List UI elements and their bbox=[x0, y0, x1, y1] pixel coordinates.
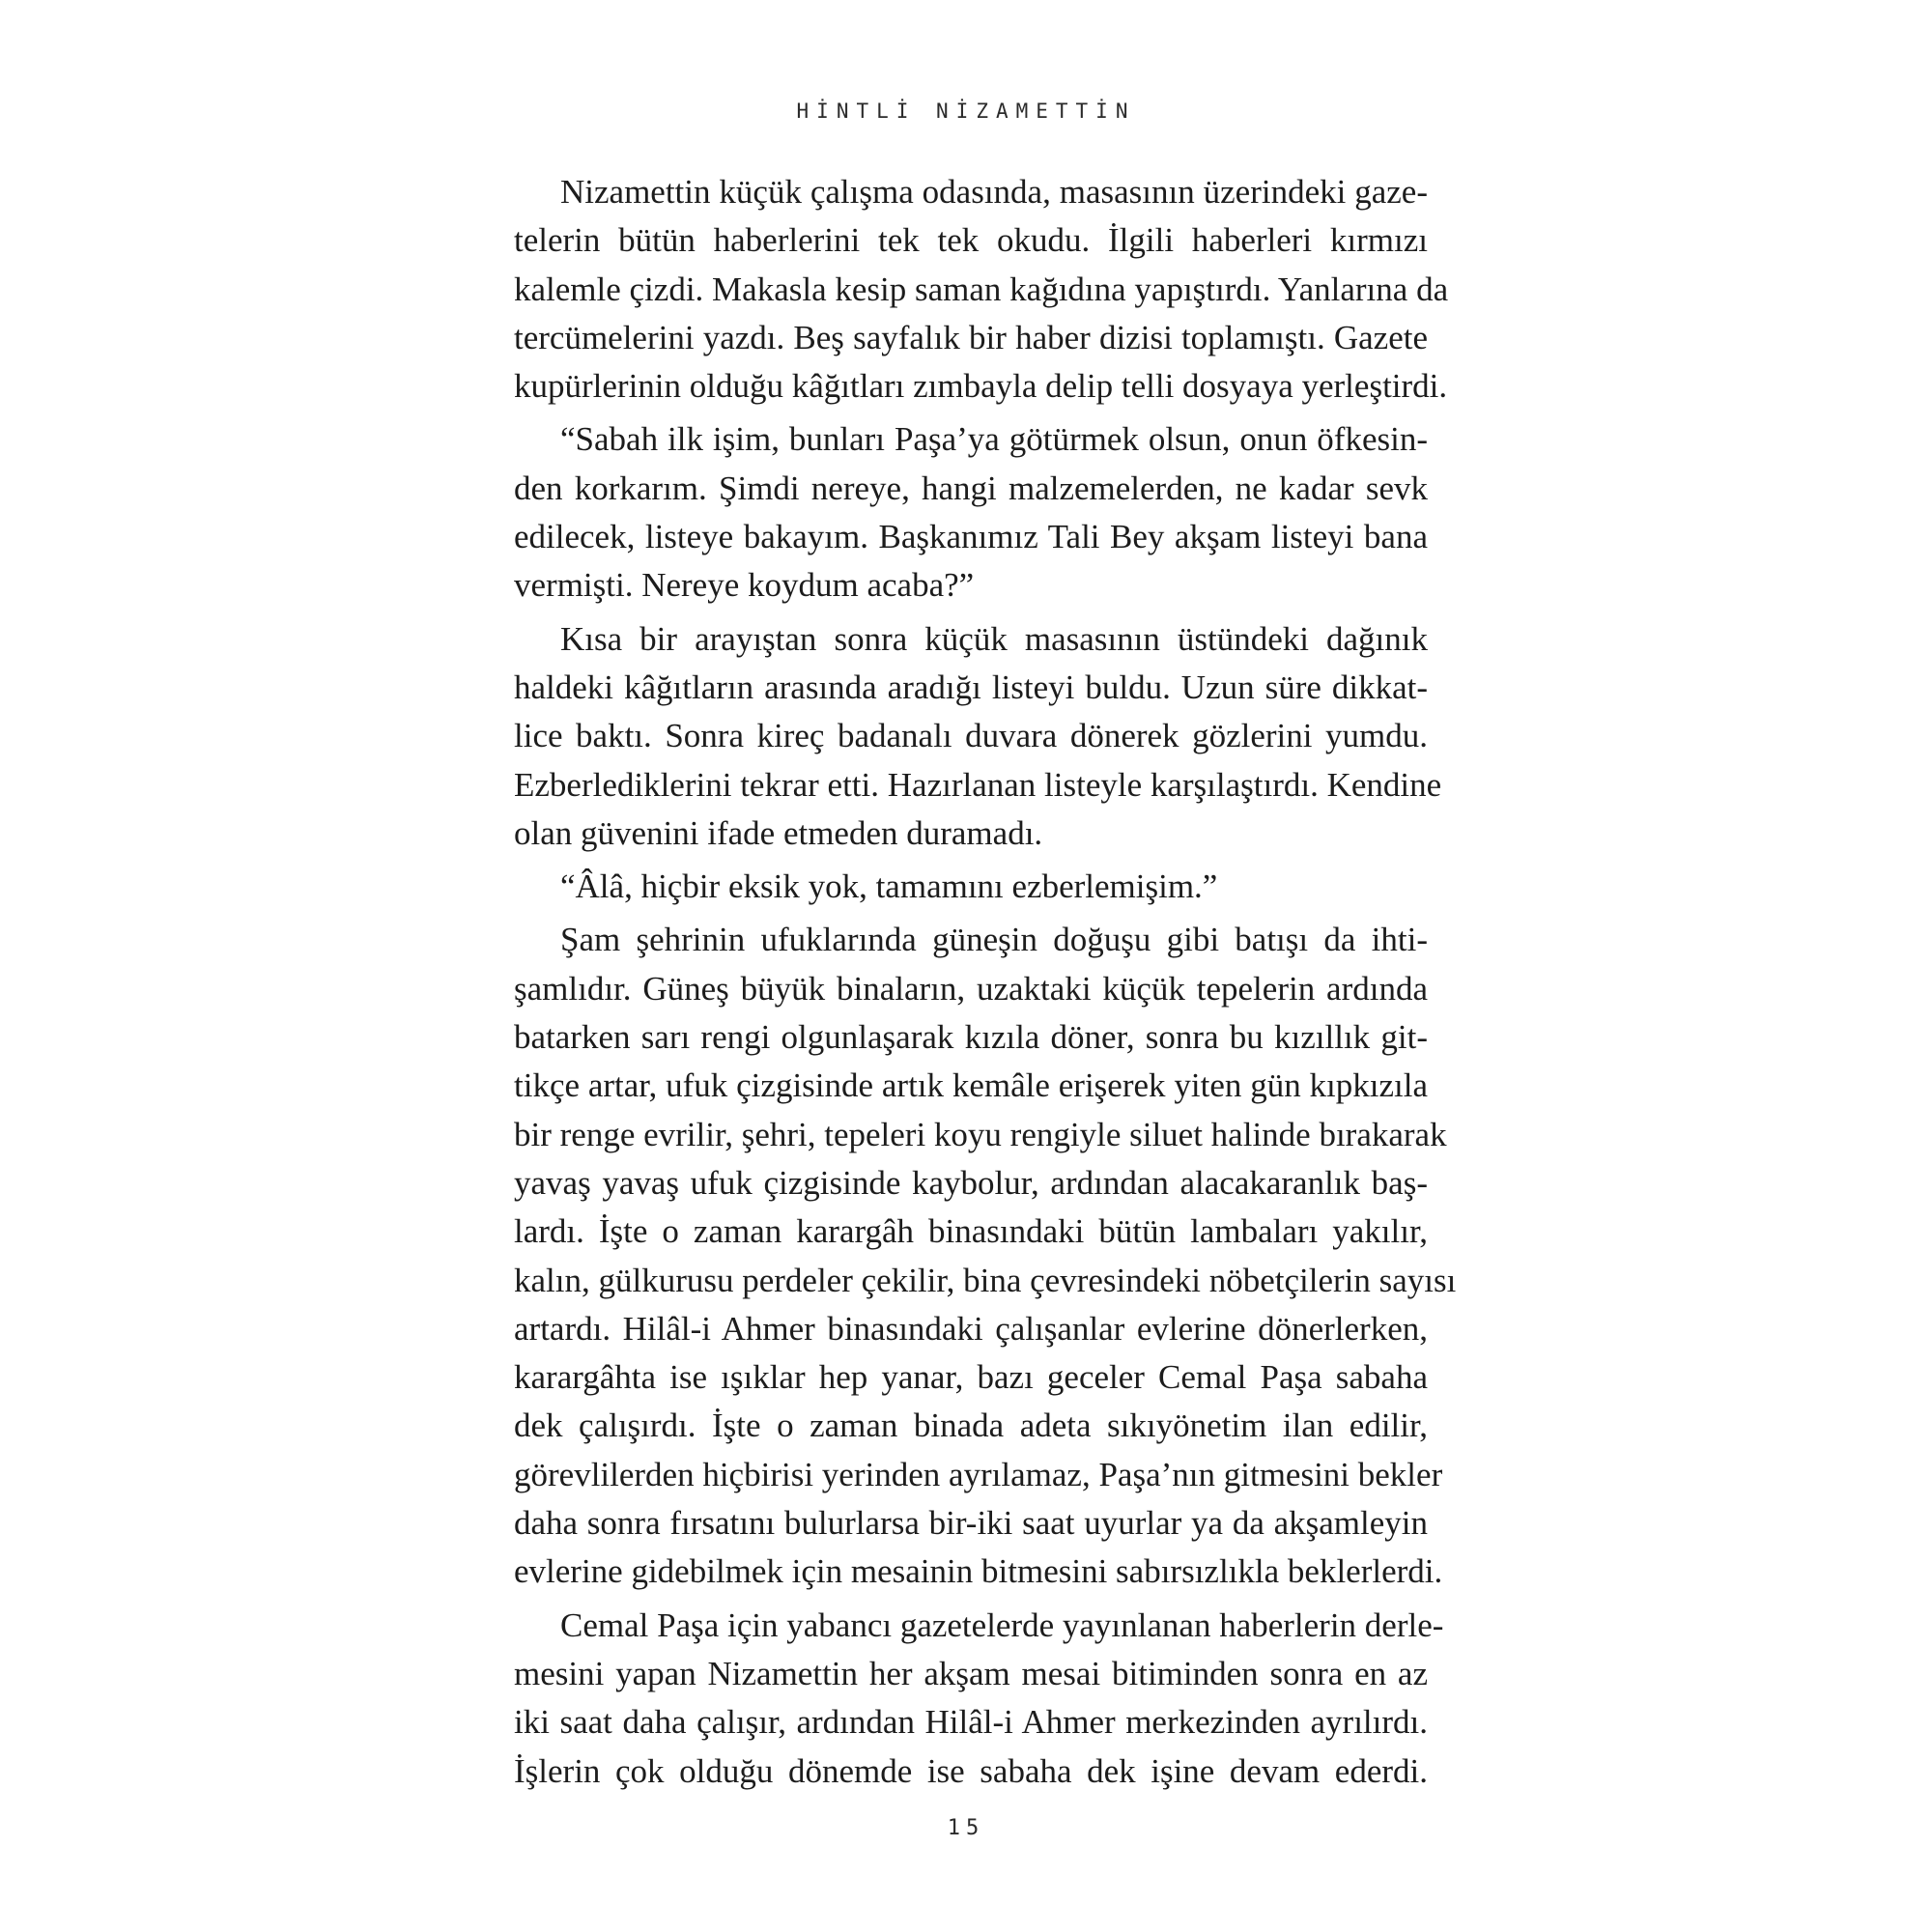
running-header-title: HİNTLİ NİZAMETTİN bbox=[796, 99, 1136, 123]
text-line: kupürlerinin olduğu kâğıtları zımbayla delip telli dosyaya yerleştirdi. bbox=[514, 367, 1448, 406]
text-line: “Sabah ilk işim, bunları Paşa’ya götürmek olsun, onun öfkesin- bbox=[560, 420, 1428, 459]
text-line: edilecek, listeye bakayım. Başkanımız Tali Bey akşam listeyi bana bbox=[514, 518, 1428, 556]
text-line: batarken sarı rengi olgunlaşarak kızıla döner, sonra bu kızıllık git- bbox=[514, 1018, 1428, 1057]
paragraph bbox=[514, 1602, 1444, 1796]
text-line: Kısa bir arayıştan sonra küçük masasının üstündeki dağınık bbox=[560, 619, 1428, 658]
text-line: lice baktı. Sonra kireç badanalı duvara dönerek gözlerini yumdu. bbox=[514, 717, 1428, 755]
page-number: 15 bbox=[947, 1816, 985, 1840]
paragraph bbox=[514, 615, 1442, 858]
text-line: haldeki kâğıtların arasında aradığı listeyi buldu. Uzun süre dikkat- bbox=[514, 668, 1428, 706]
text-line: Cemal Paşa için yabancı gazetelerde yayınlanan haberlerin derle- bbox=[560, 1605, 1444, 1644]
paragraph bbox=[514, 415, 1428, 610]
text-line: iki saat daha çalışır, ardından Hilâl-i Ahmer merkezinden ayrılırdı. bbox=[514, 1703, 1428, 1742]
text-line: görevlilerden hiçbirisi yerinden ayrılamaz, Paşa’nın gitmesini bekler bbox=[514, 1455, 1443, 1493]
text-line: Nizamettin küçük çalışma odasında, masasının üzerindeki gaze- bbox=[560, 173, 1428, 211]
paragraph bbox=[514, 863, 1428, 911]
text-line: olan güvenini ifade etmeden duramadı. bbox=[514, 813, 1043, 852]
paragraph bbox=[514, 916, 1457, 1596]
text-line: vermişti. Nereye koydum acaba?” bbox=[514, 566, 975, 605]
text-line: kalemle çizdi. Makasla kesip saman kağıdına yapıştırdı. Yanlarına da bbox=[514, 270, 1449, 308]
text-line: kalın, gülkurusu perdeler çekilir, bina çevresindeki nöbetçilerin sayısı bbox=[514, 1261, 1457, 1299]
text-line: artardı. Hilâl-i Ahmer binasındaki çalışanlar evlerine dönerlerken, bbox=[514, 1309, 1428, 1348]
text-line: daha sonra fırsatını bulurlarsa bir-iki saat uyurlar ya da akşamleyin bbox=[514, 1504, 1428, 1543]
text-line: şamlıdır. Güneş büyük binaların, uzaktaki küçük tepelerin ardında bbox=[514, 969, 1428, 1008]
text-line: tikçe artar, ufuk çizgisinde artık kemâle erişerek yiten gün kıpkızıla bbox=[514, 1066, 1428, 1105]
text-line: Ezberlediklerini tekrar etti. Hazırlanan listeyle karşılaştırdı. Kendine bbox=[514, 765, 1442, 804]
body-text bbox=[514, 168, 1457, 1801]
text-line: lardı. İşte o zaman karargâh binasındaki bütün lambaları yakılır, bbox=[514, 1212, 1428, 1251]
text-line: evlerine gidebilmek için mesainin bitmesini sabırsızlıkla beklerlerdi. bbox=[514, 1552, 1443, 1591]
text-line: bir renge evrilir, şehri, tepeleri koyu rengiyle siluet halinde bırakarak bbox=[514, 1115, 1447, 1153]
text-line: tercümelerini yazdı. Beş sayfalık bir haber dizisi toplamıştı. Gazete bbox=[514, 318, 1428, 356]
text-line: İşlerin çok olduğu dönemde ise sabaha dek işine devam ederdi. bbox=[514, 1751, 1428, 1790]
text-line: yavaş yavaş ufuk çizgisinde kaybolur, ardından alacakaranlık baş- bbox=[514, 1163, 1428, 1202]
text-line: den korkarım. Şimdi nereye, hangi malzemelerden, ne kadar sevk bbox=[514, 469, 1428, 507]
text-line: telerin bütün haberlerini tek tek okudu. İlgili haberleri kırmızı bbox=[514, 221, 1428, 260]
text-line: dek çalışırdı. İşte o zaman binada adeta sıkıyönetim ilan edilir, bbox=[514, 1406, 1428, 1445]
text-line: “Âlâ, hiçbir eksik yok, tamamını ezberlemişim.” bbox=[560, 867, 1218, 906]
text-line: mesini yapan Nizamettin her akşam mesai bitiminden sonra en az bbox=[514, 1654, 1428, 1692]
text-line: karargâhta ise ışıklar hep yanar, bazı geceler Cemal Paşa sabaha bbox=[514, 1358, 1428, 1397]
paragraph bbox=[514, 168, 1449, 411]
text-line: Şam şehrinin ufuklarında güneşin doğuşu gibi batışı da ihti- bbox=[560, 921, 1428, 959]
